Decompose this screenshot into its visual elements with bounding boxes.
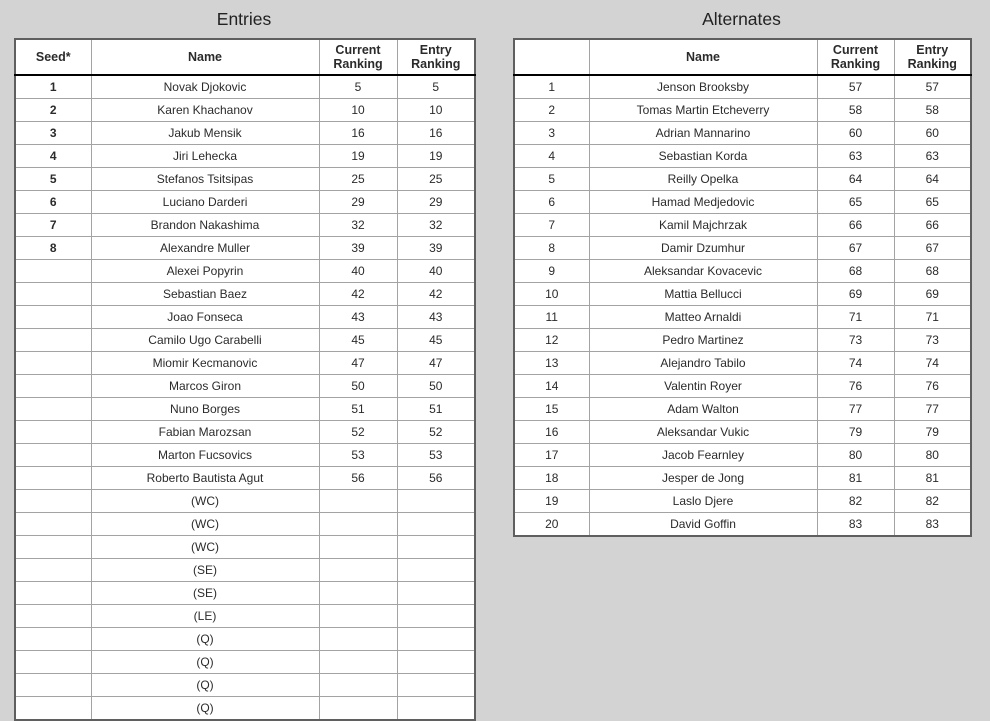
current-ranking-cell: 29: [319, 191, 397, 214]
number-cell: 10: [514, 283, 589, 306]
current-ranking-cell: 45: [319, 329, 397, 352]
current-ranking-cell: [319, 559, 397, 582]
current-ranking-cell: 16: [319, 122, 397, 145]
entry-ranking-cell: 83: [894, 513, 971, 537]
current-ranking-cell: 39: [319, 237, 397, 260]
current-ranking-cell: 71: [817, 306, 894, 329]
table-row: [15, 398, 475, 421]
seed-cell: [15, 536, 91, 559]
seed-cell: [15, 283, 91, 306]
current-ranking-cell: 58: [817, 99, 894, 122]
number-cell: 18: [514, 467, 589, 490]
entries-header-row: [15, 39, 475, 75]
name-cell: (Q): [91, 628, 319, 651]
name-cell: (SE): [91, 559, 319, 582]
number-cell: 20: [514, 513, 589, 537]
number-cell: 12: [514, 329, 589, 352]
seed-cell: 8: [15, 237, 91, 260]
name-cell: Jacob Fearnley: [589, 444, 817, 467]
name-cell: Sebastian Korda: [589, 145, 817, 168]
table-row: [514, 467, 971, 490]
table-row: [15, 306, 475, 329]
number-cell: 7: [514, 214, 589, 237]
name-cell: Jenson Brooksby: [589, 75, 817, 99]
current-ranking-cell: 57: [817, 75, 894, 99]
entry-ranking-cell: 71: [894, 306, 971, 329]
current-ranking-cell: 50: [319, 375, 397, 398]
seed-cell: [15, 306, 91, 329]
name-cell: Roberto Bautista Agut: [91, 467, 319, 490]
table-row: [15, 490, 475, 513]
entry-ranking-cell: 25: [397, 168, 475, 191]
current-ranking-cell: 83: [817, 513, 894, 537]
seed-cell: 5: [15, 168, 91, 191]
entry-ranking-cell: 76: [894, 375, 971, 398]
table-row: [514, 421, 971, 444]
current-ranking-cell: 64: [817, 168, 894, 191]
name-cell: Jiri Lehecka: [91, 145, 319, 168]
seed-cell: [15, 582, 91, 605]
seed-cell: 7: [15, 214, 91, 237]
name-cell: Marton Fucsovics: [91, 444, 319, 467]
alternates-body: [514, 75, 971, 536]
seed-cell: [15, 605, 91, 628]
entry-ranking-cell: 43: [397, 306, 475, 329]
table-row: [514, 191, 971, 214]
current-ranking-cell: 68: [817, 260, 894, 283]
current-ranking-cell: 76: [817, 375, 894, 398]
entry-ranking-cell: [397, 490, 475, 513]
entries-name-header: Name: [91, 39, 319, 75]
table-row: [514, 398, 971, 421]
name-cell: Hamad Medjedovic: [589, 191, 817, 214]
seed-cell: 6: [15, 191, 91, 214]
name-cell: (SE): [91, 582, 319, 605]
alternates-header-row: [514, 39, 971, 75]
table-row: [15, 122, 475, 145]
entry-ranking-cell: 16: [397, 122, 475, 145]
current-ranking-cell: 52: [319, 421, 397, 444]
current-ranking-cell: 40: [319, 260, 397, 283]
entry-ranking-cell: 51: [397, 398, 475, 421]
seed-cell: [15, 467, 91, 490]
entry-ranking-cell: 53: [397, 444, 475, 467]
alternates-title: Alternates: [702, 9, 781, 29]
table-row: [15, 260, 475, 283]
name-cell: Joao Fonseca: [91, 306, 319, 329]
table-row: [514, 145, 971, 168]
current-ranking-cell: [319, 605, 397, 628]
current-ranking-cell: [319, 674, 397, 697]
entry-ranking-cell: [397, 605, 475, 628]
name-cell: Brandon Nakashima: [91, 214, 319, 237]
name-cell: (WC): [91, 536, 319, 559]
current-ranking-cell: 56: [319, 467, 397, 490]
name-cell: Adam Walton: [589, 398, 817, 421]
current-ranking-cell: [319, 513, 397, 536]
seed-cell: [15, 513, 91, 536]
entries-entry-ranking-header: Entry Ranking: [397, 39, 475, 75]
number-cell: 17: [514, 444, 589, 467]
table-row: [15, 582, 475, 605]
entry-ranking-cell: 50: [397, 375, 475, 398]
table-row: [15, 329, 475, 352]
name-cell: Fabian Marozsan: [91, 421, 319, 444]
table-row: [15, 99, 475, 122]
entries-body: [15, 75, 475, 720]
table-row: [514, 237, 971, 260]
number-cell: 9: [514, 260, 589, 283]
name-cell: (Q): [91, 651, 319, 674]
name-cell: Mattia Bellucci: [589, 283, 817, 306]
entry-ranking-cell: [397, 536, 475, 559]
current-ranking-cell: [319, 536, 397, 559]
current-ranking-cell: 81: [817, 467, 894, 490]
table-row: [15, 697, 475, 721]
table-row: [514, 375, 971, 398]
name-cell: Luciano Darderi: [91, 191, 319, 214]
seed-cell: [15, 421, 91, 444]
current-ranking-cell: 32: [319, 214, 397, 237]
table-row: [514, 490, 971, 513]
alternates-entry-ranking-header: Entry Ranking: [894, 39, 971, 75]
table-row: [15, 559, 475, 582]
table-row: [514, 352, 971, 375]
number-cell: 5: [514, 168, 589, 191]
table-row: [514, 283, 971, 306]
seed-cell: [15, 674, 91, 697]
table-row: [514, 513, 971, 537]
current-ranking-cell: 47: [319, 352, 397, 375]
number-cell: 14: [514, 375, 589, 398]
current-ranking-cell: 67: [817, 237, 894, 260]
entries-seed-header: Seed*: [15, 39, 91, 75]
entry-ranking-cell: 68: [894, 260, 971, 283]
number-cell: 8: [514, 237, 589, 260]
entry-ranking-cell: 74: [894, 352, 971, 375]
current-ranking-cell: 51: [319, 398, 397, 421]
table-row: [514, 99, 971, 122]
current-ranking-cell: 10: [319, 99, 397, 122]
table-row: [15, 375, 475, 398]
entry-ranking-cell: 66: [894, 214, 971, 237]
current-ranking-cell: 73: [817, 329, 894, 352]
table-row: [15, 145, 475, 168]
number-cell: 4: [514, 145, 589, 168]
current-ranking-cell: 53: [319, 444, 397, 467]
table-row: [514, 444, 971, 467]
name-cell: Valentin Royer: [589, 375, 817, 398]
table-row: [514, 306, 971, 329]
entry-ranking-cell: 45: [397, 329, 475, 352]
seed-cell: 4: [15, 145, 91, 168]
current-ranking-cell: 74: [817, 352, 894, 375]
entries-table: [14, 38, 476, 721]
name-cell: Alexandre Muller: [91, 237, 319, 260]
table-row: [15, 75, 475, 99]
seed-cell: [15, 260, 91, 283]
entry-ranking-cell: 29: [397, 191, 475, 214]
table-row: [514, 260, 971, 283]
entry-ranking-cell: 82: [894, 490, 971, 513]
seed-cell: 3: [15, 122, 91, 145]
entry-ranking-cell: 77: [894, 398, 971, 421]
entry-ranking-cell: 58: [894, 99, 971, 122]
table-row: [15, 674, 475, 697]
number-cell: 3: [514, 122, 589, 145]
table-row: [15, 352, 475, 375]
name-cell: Novak Djokovic: [91, 75, 319, 99]
table-row: [514, 329, 971, 352]
entry-ranking-cell: [397, 651, 475, 674]
entry-ranking-cell: 52: [397, 421, 475, 444]
table-row: [15, 605, 475, 628]
entry-ranking-cell: 69: [894, 283, 971, 306]
seed-cell: [15, 697, 91, 721]
table-row: [15, 444, 475, 467]
table-row: [15, 421, 475, 444]
entry-ranking-cell: 10: [397, 99, 475, 122]
alternates-name-header: Name: [589, 39, 817, 75]
current-ranking-cell: [319, 628, 397, 651]
table-row: [15, 651, 475, 674]
entry-ranking-cell: [397, 697, 475, 721]
name-cell: (Q): [91, 674, 319, 697]
entries-title: Entries: [216, 9, 272, 29]
seed-cell: 1: [15, 75, 91, 99]
seed-cell: 2: [15, 99, 91, 122]
entry-ranking-cell: [397, 628, 475, 651]
seed-cell: [15, 559, 91, 582]
current-ranking-cell: 77: [817, 398, 894, 421]
table-row: [514, 214, 971, 237]
entry-ranking-cell: 40: [397, 260, 475, 283]
seed-cell: [15, 628, 91, 651]
entry-ranking-cell: 19: [397, 145, 475, 168]
name-cell: Jesper de Jong: [589, 467, 817, 490]
table-row: [514, 75, 971, 99]
name-cell: (Q): [91, 697, 319, 721]
entry-ranking-cell: [397, 513, 475, 536]
current-ranking-cell: 80: [817, 444, 894, 467]
current-ranking-cell: 5: [319, 75, 397, 99]
name-cell: Alejandro Tabilo: [589, 352, 817, 375]
current-ranking-cell: 79: [817, 421, 894, 444]
name-cell: (LE): [91, 605, 319, 628]
current-ranking-cell: 19: [319, 145, 397, 168]
number-cell: 11: [514, 306, 589, 329]
name-cell: Laslo Djere: [589, 490, 817, 513]
current-ranking-cell: [319, 697, 397, 721]
seed-cell: [15, 375, 91, 398]
current-ranking-cell: [319, 582, 397, 605]
number-cell: 1: [514, 75, 589, 99]
entry-ranking-cell: 64: [894, 168, 971, 191]
table-row: [15, 214, 475, 237]
seed-cell: [15, 444, 91, 467]
entry-ranking-cell: [397, 674, 475, 697]
name-cell: Adrian Mannarino: [589, 122, 817, 145]
name-cell: Stefanos Tsitsipas: [91, 168, 319, 191]
entries-current-ranking-header: Current Ranking: [319, 39, 397, 75]
entry-ranking-cell: [397, 559, 475, 582]
name-cell: Aleksandar Vukic: [589, 421, 817, 444]
name-cell: Karen Khachanov: [91, 99, 319, 122]
seed-cell: [15, 398, 91, 421]
name-cell: Camilo Ugo Carabelli: [91, 329, 319, 352]
seed-cell: [15, 651, 91, 674]
number-cell: 19: [514, 490, 589, 513]
name-cell: Aleksandar Kovacevic: [589, 260, 817, 283]
name-cell: Pedro Martinez: [589, 329, 817, 352]
entry-ranking-cell: 39: [397, 237, 475, 260]
current-ranking-cell: [319, 651, 397, 674]
entry-ranking-cell: 57: [894, 75, 971, 99]
alternates-current-ranking-header: Current Ranking: [817, 39, 894, 75]
seed-cell: [15, 329, 91, 352]
name-cell: Miomir Kecmanovic: [91, 352, 319, 375]
current-ranking-cell: 63: [817, 145, 894, 168]
name-cell: Nuno Borges: [91, 398, 319, 421]
table-row: [15, 536, 475, 559]
table-row: [15, 168, 475, 191]
table-row: [514, 168, 971, 191]
current-ranking-cell: 43: [319, 306, 397, 329]
name-cell: Marcos Giron: [91, 375, 319, 398]
number-cell: 13: [514, 352, 589, 375]
entry-ranking-cell: 47: [397, 352, 475, 375]
entry-ranking-cell: 42: [397, 283, 475, 306]
entry-ranking-cell: 73: [894, 329, 971, 352]
entry-ranking-cell: 81: [894, 467, 971, 490]
name-cell: Reilly Opelka: [589, 168, 817, 191]
seed-cell: [15, 490, 91, 513]
current-ranking-cell: 66: [817, 214, 894, 237]
current-ranking-cell: 42: [319, 283, 397, 306]
table-row: [15, 191, 475, 214]
entry-ranking-cell: 80: [894, 444, 971, 467]
entry-ranking-cell: 65: [894, 191, 971, 214]
table-row: [15, 237, 475, 260]
name-cell: (WC): [91, 513, 319, 536]
current-ranking-cell: 25: [319, 168, 397, 191]
entry-ranking-cell: 67: [894, 237, 971, 260]
number-cell: 15: [514, 398, 589, 421]
number-cell: 16: [514, 421, 589, 444]
entry-ranking-cell: [397, 582, 475, 605]
entry-ranking-cell: 56: [397, 467, 475, 490]
current-ranking-cell: [319, 490, 397, 513]
name-cell: (WC): [91, 490, 319, 513]
entry-ranking-cell: 63: [894, 145, 971, 168]
current-ranking-cell: 65: [817, 191, 894, 214]
seed-cell: [15, 352, 91, 375]
entry-ranking-cell: 79: [894, 421, 971, 444]
table-row: [15, 467, 475, 490]
entry-ranking-cell: 32: [397, 214, 475, 237]
name-cell: Matteo Arnaldi: [589, 306, 817, 329]
name-cell: Tomas Martin Etcheverry: [589, 99, 817, 122]
name-cell: David Goffin: [589, 513, 817, 537]
table-row: [15, 513, 475, 536]
name-cell: Kamil Majchrzak: [589, 214, 817, 237]
current-ranking-cell: 60: [817, 122, 894, 145]
table-row: [514, 122, 971, 145]
table-row: [15, 628, 475, 651]
name-cell: Damir Dzumhur: [589, 237, 817, 260]
number-cell: 2: [514, 99, 589, 122]
name-cell: Alexei Popyrin: [91, 260, 319, 283]
current-ranking-cell: 82: [817, 490, 894, 513]
table-row: [15, 283, 475, 306]
name-cell: Sebastian Baez: [91, 283, 319, 306]
entry-ranking-cell: 60: [894, 122, 971, 145]
entry-ranking-cell: 5: [397, 75, 475, 99]
alternates-table: [513, 38, 972, 537]
number-cell: 6: [514, 191, 589, 214]
name-cell: Jakub Mensik: [91, 122, 319, 145]
current-ranking-cell: 69: [817, 283, 894, 306]
alternates-number-header: [514, 39, 589, 75]
